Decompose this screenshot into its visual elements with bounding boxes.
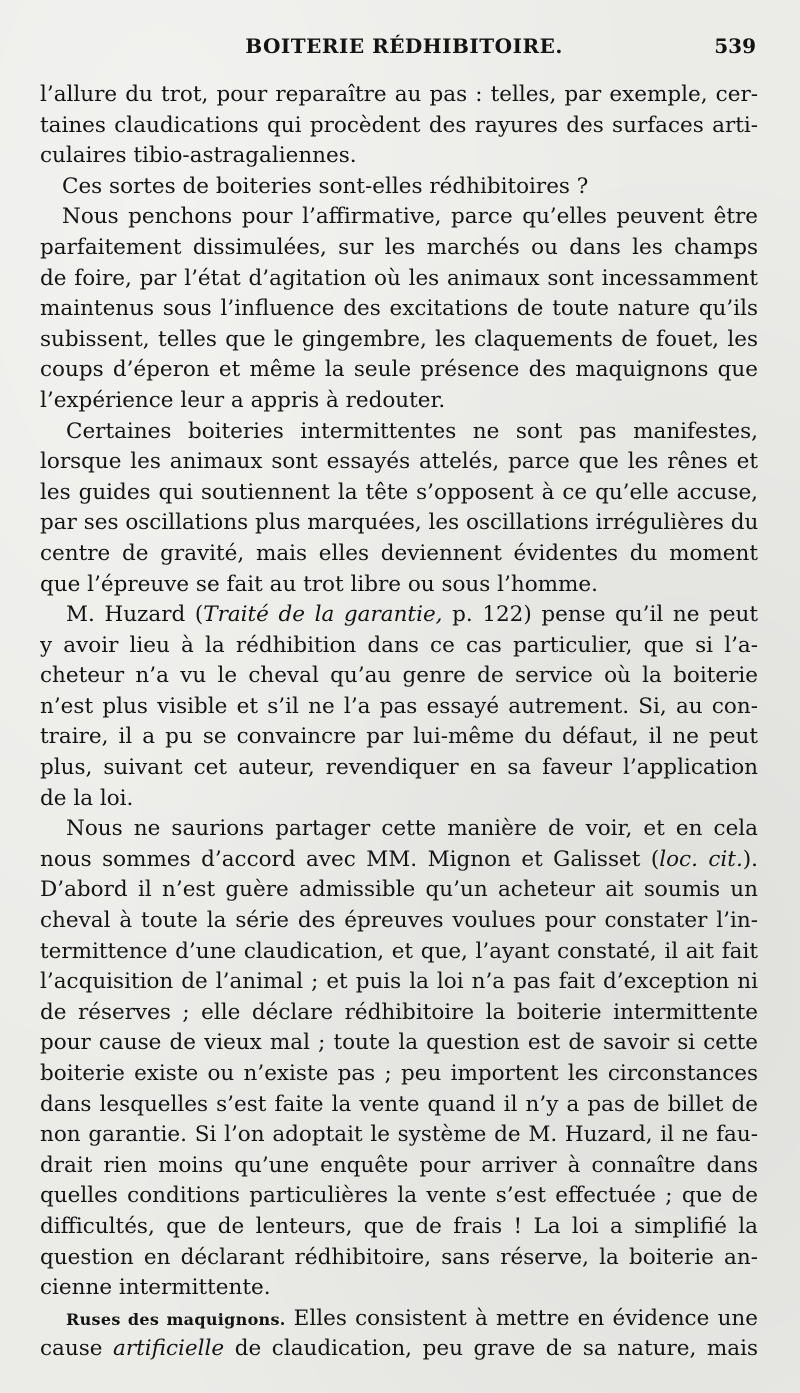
italic-title: Traité de la garantie,: [203, 602, 443, 628]
text-line: Nous ne saurions partager cette manière de voir, et en cela: [66, 816, 758, 842]
text-line: [40, 1304, 758, 1335]
page-header: [40, 34, 756, 64]
text-line: [40, 1334, 758, 1365]
text-line: Nous penchons pour l’affirmative, parce qu’elles peuvent être: [62, 204, 758, 230]
text-line: de réserves ; elle déclare rédhibitoire la boiterie intermittente: [40, 999, 758, 1025]
text-line: l’allure du trot, pour reparaître au pas : telles, par exemple, cer-: [40, 82, 758, 107]
text-line: dans lesquelles s’est faite la vente quand il n’y a pas de billet de: [40, 1091, 758, 1117]
text-line: [40, 845, 758, 876]
page-number: 539: [714, 34, 756, 58]
text-line: cheteur n’a vu le cheval qu’au genre de service où la boiterie: [40, 663, 758, 689]
text-line: plus, suivant cet auteur, revendiquer en sa faveur l’application: [40, 755, 758, 781]
text-line: subissent, telles que le gingembre, les claquements de fouet, les: [40, 326, 758, 352]
text-line: termittence d’une claudication, et que, l’ayant constaté, il ait fait: [40, 938, 758, 964]
text-segment: p. 122) pense qu’il ne peut: [442, 602, 758, 628]
text-line: maintenus sous l’influence des excitations de toute nature qu’ils: [40, 296, 758, 322]
body-text: [40, 80, 758, 1365]
text-line: lorsque les animaux sont essayés attelés, parce que les rênes et: [40, 449, 758, 475]
section-run-in-heading: Ruses des maquignons.: [66, 1309, 286, 1329]
text-line: Certaines boiteries intermittentes ne sont pas manifestes,: [66, 418, 758, 444]
text-line: Ces sortes de boiteries sont-elles rédhibitoires ?: [62, 173, 589, 199]
text-line: l’acquisition de l’animal ; et puis la loi n’a pas fait d’exception ni: [40, 969, 758, 995]
text-segment: nous sommes d’accord avec MM. Mignon et Galisset (: [40, 846, 660, 872]
text-line: cienne intermittente.: [40, 1275, 271, 1301]
text-line: non garantie. Si l’on adoptait le système de M. Huzard, il ne fau-: [40, 1122, 758, 1148]
text-line: de la loi.: [40, 785, 134, 811]
text-line: que l’épreuve se fait au trot libre ou sous l’homme.: [40, 571, 598, 597]
text-line: parfaitement dissimulées, sur les marchés ou dans les champs: [40, 234, 758, 260]
text-segment: ).: [742, 846, 758, 872]
text-line: difficultés, que de lenteurs, que de frais ! La loi a simplifié la: [40, 1213, 758, 1239]
text-line: traire, il a pu se convaincre par lui-même du défaut, il ne peut: [40, 724, 758, 750]
text-line: de foire, par l’état d’agitation où les animaux sont incessamment: [40, 265, 758, 291]
text-line: taines claudications qui procèdent des rayures des surfaces arti-: [40, 112, 758, 138]
text-line: culaires tibio-astragaliennes.: [40, 143, 357, 169]
text-segment: Elles consistent à mettre en évidence une: [293, 1305, 758, 1331]
text-segment: M. Huzard (: [66, 602, 204, 628]
text-line: centre de gravité, mais elles deviennent évidentes du moment: [40, 540, 758, 566]
text-line: boiterie existe ou n’existe pas ; peu importent les circonstances: [40, 1061, 758, 1086]
italic-word: artificielle: [113, 1336, 225, 1362]
text-line: n’est plus visible et s’il ne l’a pas essayé autrement. Si, au con-: [40, 693, 758, 719]
text-line: drait rien moins qu’une enquête pour arriver à connaître dans: [40, 1152, 758, 1178]
text-line: coups d’éperon et même la seule présence des maquignons que: [40, 357, 758, 383]
text-line: les guides qui soutiennent la tête s’opposent à ce qu’elle accuse,: [40, 479, 758, 505]
text-segment: cause: [40, 1336, 114, 1362]
text-line: y avoir lieu à la rédhibition dans ce cas particulier, que si l’a-: [40, 632, 758, 658]
text-line: [40, 600, 758, 631]
text-line: D’abord il n’est guère admissible qu’un acheteur ait soumis un: [40, 877, 758, 903]
text-line: question en déclarant rédhibitoire, sans réserve, la boiterie an-: [40, 1244, 758, 1270]
text-line: cheval à toute la série des épreuves voulues pour constater l’in-: [40, 908, 758, 934]
text-line: par ses oscillations plus marquées, les oscillations irrégulières du: [40, 510, 758, 536]
text-line: l’expérience leur a appris à redouter.: [40, 387, 446, 413]
text-line: quelles conditions particulières la vente s’est effectuée ; que de: [40, 1183, 758, 1209]
italic-citation: loc. cit.: [659, 846, 743, 872]
text-segment: de claudication, peu grave de sa nature, mais: [224, 1336, 758, 1362]
text-line: pour cause de vieux mal ; toute la question est de savoir si cette: [40, 1030, 758, 1056]
running-head: BOITERIE RÉDHIBITOIRE.: [245, 34, 563, 58]
